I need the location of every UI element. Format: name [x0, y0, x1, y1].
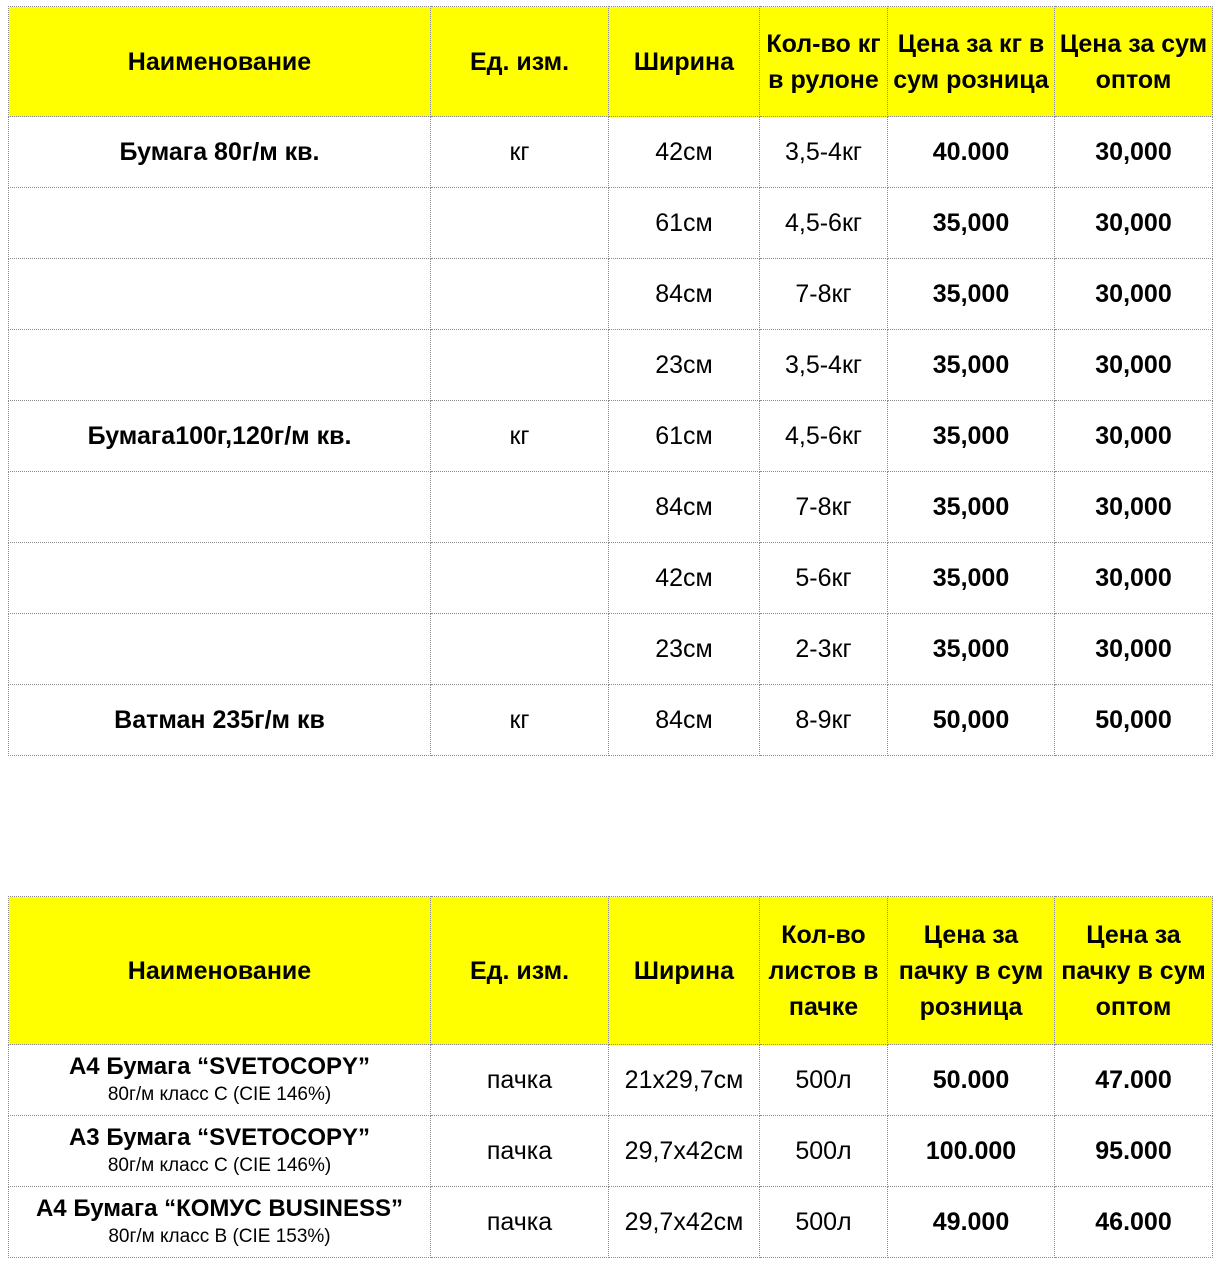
product-name [9, 614, 431, 685]
width-cell: 42см [609, 543, 760, 614]
width-cell: 29,7х42см [609, 1116, 760, 1187]
qty-cell: 2-3кг [760, 614, 888, 685]
width-cell: 23см [609, 330, 760, 401]
retail-price-cell: 40.000 [888, 117, 1055, 188]
wholesale-price-cell: 30,000 [1055, 330, 1213, 401]
table-row [9, 188, 1213, 259]
unit-cell: пачка [431, 1187, 609, 1258]
unit-cell: пачка [431, 1116, 609, 1187]
qty-cell: 8-9кг [760, 685, 888, 756]
unit-cell [431, 188, 609, 259]
qty-cell: 500л [760, 1187, 888, 1258]
qty-cell: 3,5-4кг [760, 117, 888, 188]
retail-price-cell: 35,000 [888, 543, 1055, 614]
qty-cell: 7-8кг [760, 472, 888, 543]
unit-cell: пачка [431, 1045, 609, 1116]
wholesale-price-cell: 46.000 [1055, 1187, 1213, 1258]
width-cell: 21х29,7см [609, 1045, 760, 1116]
width-cell: 61см [609, 188, 760, 259]
retail-price-cell: 100.000 [888, 1116, 1055, 1187]
product-name-cell [9, 1187, 431, 1258]
retail-price-cell: 35,000 [888, 259, 1055, 330]
qty-cell: 7-8кг [760, 259, 888, 330]
width-cell: 84см [609, 685, 760, 756]
retail-price-cell: 35,000 [888, 472, 1055, 543]
product-spec: 80г/м класс В (CIE 153%) [108, 1226, 331, 1247]
qty-cell: 4,5-6кг [760, 188, 888, 259]
qty-cell: 5-6кг [760, 543, 888, 614]
product-name-cell [9, 1045, 431, 1116]
product-name: А4 Бумага “SVETOCOPY” [68, 1053, 371, 1080]
qty-cell: 4,5-6кг [760, 401, 888, 472]
header-qty: Кол-во листов в пачке [760, 897, 888, 1045]
wholesale-price-cell: 30,000 [1055, 614, 1213, 685]
table-row [9, 1045, 1213, 1116]
width-cell: 61см [609, 401, 760, 472]
table-row [9, 117, 1213, 188]
table-header-row [9, 7, 1213, 117]
retail-price-cell: 35,000 [888, 401, 1055, 472]
product-name: Ватман 235г/м кв [9, 685, 431, 756]
table-row [9, 1187, 1213, 1258]
width-cell: 84см [609, 259, 760, 330]
qty-cell: 500л [760, 1116, 888, 1187]
qty-cell: 500л [760, 1045, 888, 1116]
retail-price-cell: 50,000 [888, 685, 1055, 756]
product-name [9, 330, 431, 401]
header-width: Ширина [609, 7, 760, 117]
table-row [9, 614, 1213, 685]
table-row [9, 259, 1213, 330]
wholesale-price-cell: 50,000 [1055, 685, 1213, 756]
unit-cell: кг [431, 117, 609, 188]
header-name: Наименование [9, 897, 431, 1045]
header-retail-price: Цена за кг в сум розница [888, 7, 1055, 117]
retail-price-cell: 35,000 [888, 330, 1055, 401]
product-name: Бумага100г,120г/м кв. [9, 401, 431, 472]
retail-price-cell: 50.000 [888, 1045, 1055, 1116]
qty-cell: 3,5-4кг [760, 330, 888, 401]
product-name: А3 Бумага “SVETOCOPY” [68, 1124, 371, 1151]
header-wholesale-price: Цена за пачку в сум оптом [1055, 897, 1213, 1045]
retail-price-cell: 35,000 [888, 188, 1055, 259]
table-row [9, 401, 1213, 472]
wholesale-price-cell: 30,000 [1055, 117, 1213, 188]
unit-cell [431, 330, 609, 401]
header-wholesale-price: Цена за сум оптом [1055, 7, 1213, 117]
unit-cell [431, 614, 609, 685]
product-name: А4 Бумага “КОМУС BUSINESS” [35, 1195, 404, 1222]
width-cell: 29,7х42см [609, 1187, 760, 1258]
unit-cell [431, 543, 609, 614]
product-name [9, 188, 431, 259]
wholesale-price-cell: 30,000 [1055, 401, 1213, 472]
wholesale-price-cell: 30,000 [1055, 472, 1213, 543]
product-spec: 80г/м класс С (CIE 146%) [107, 1084, 332, 1105]
paper-roll-price-table [8, 6, 1213, 756]
product-name [9, 472, 431, 543]
product-name-cell [9, 1116, 431, 1187]
unit-cell: кг [431, 685, 609, 756]
header-width: Ширина [609, 897, 760, 1045]
header-unit: Ед. изм. [431, 897, 609, 1045]
table-header-row [9, 897, 1213, 1045]
product-name: Бумага 80г/м кв. [9, 117, 431, 188]
table-row [9, 330, 1213, 401]
product-name [9, 259, 431, 330]
table-row [9, 472, 1213, 543]
header-retail-price: Цена за пачку в сум розница [888, 897, 1055, 1045]
header-unit: Ед. изм. [431, 7, 609, 117]
paper-pack-price-table [8, 896, 1213, 1258]
table-row [9, 1116, 1213, 1187]
wholesale-price-cell: 30,000 [1055, 259, 1213, 330]
table-row [9, 685, 1213, 756]
retail-price-cell: 49.000 [888, 1187, 1055, 1258]
product-name [9, 543, 431, 614]
table-row [9, 543, 1213, 614]
unit-cell [431, 472, 609, 543]
wholesale-price-cell: 95.000 [1055, 1116, 1213, 1187]
wholesale-price-cell: 30,000 [1055, 188, 1213, 259]
width-cell: 42см [609, 117, 760, 188]
wholesale-price-cell: 47.000 [1055, 1045, 1213, 1116]
header-name: Наименование [9, 7, 431, 117]
product-spec: 80г/м класс С (CIE 146%) [107, 1155, 332, 1176]
width-cell: 23см [609, 614, 760, 685]
wholesale-price-cell: 30,000 [1055, 543, 1213, 614]
retail-price-cell: 35,000 [888, 614, 1055, 685]
unit-cell [431, 259, 609, 330]
header-qty: Кол-во кг в рулоне [760, 7, 888, 117]
width-cell: 84см [609, 472, 760, 543]
unit-cell: кг [431, 401, 609, 472]
